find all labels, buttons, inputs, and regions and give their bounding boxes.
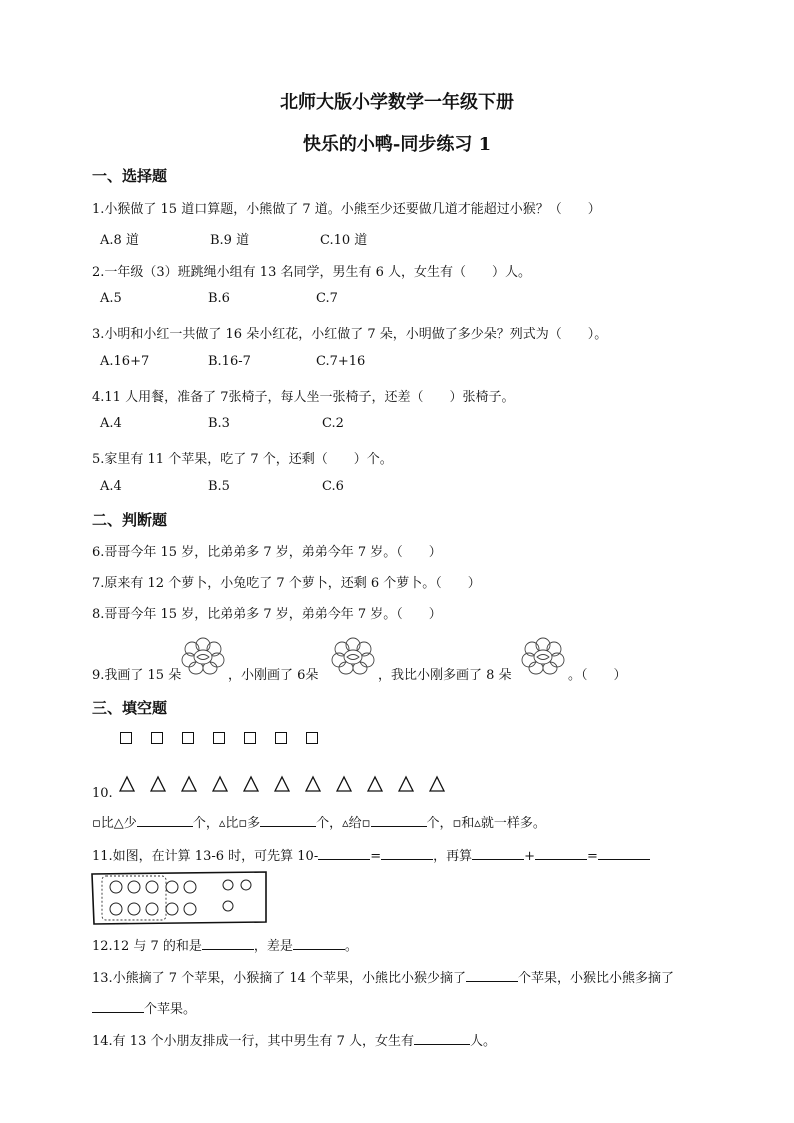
- answer-blank[interactable]: [202, 935, 254, 950]
- q3-option-a: A.16+7: [100, 354, 150, 369]
- q12-segment: 。: [344, 939, 358, 954]
- document-subtitle: 快乐的小鸭-同步练习 1: [302, 134, 492, 155]
- q4-option-c: C.2: [322, 416, 344, 431]
- square-shape: [306, 732, 318, 744]
- q4-option-a: A.4: [100, 416, 122, 431]
- q2-option-b: B.6: [208, 291, 230, 306]
- q2-option-c: C.7: [316, 291, 338, 306]
- answer-blank[interactable]: [318, 845, 370, 860]
- flower-icon: [520, 636, 566, 676]
- q5-option-c: C.6: [322, 479, 344, 494]
- q9-part-2: ，小刚画了 6朵: [228, 668, 319, 683]
- square-shape: [151, 732, 163, 744]
- question-8: 8.哥哥今年 15 岁，比弟弟多 7 岁，弟弟今年 7 岁。（ ）: [92, 607, 442, 622]
- q14-segment: 人。: [470, 1034, 497, 1049]
- question-13-line-2: [92, 998, 196, 1017]
- section-choice-heading: 一、选择题: [92, 167, 168, 185]
- q14-segment: 14.有 13 个小朋友排成一行，其中男生有 7 人，女生有: [92, 1034, 415, 1049]
- q9-part-1: 9.我画了 15 朵: [92, 668, 182, 683]
- answer-blank[interactable]: [414, 1030, 470, 1045]
- q3-option-c: C.7+16: [316, 354, 366, 369]
- q12-segment: ，差是: [253, 939, 293, 954]
- answer-blank[interactable]: [137, 812, 193, 827]
- circle-frame-figure: [90, 870, 268, 926]
- square-shape: [182, 732, 194, 744]
- q10-segment: 个，▫和▵就一样多。: [426, 816, 546, 831]
- q11-segment: =: [370, 849, 382, 864]
- question-6: 6.哥哥今年 15 岁，比弟弟多 7 岁，弟弟今年 7 岁。（ ）: [92, 545, 442, 560]
- document-title: 北师大版小学数学一年级下册: [280, 92, 514, 113]
- q11-segment: =: [587, 849, 598, 864]
- q13-segment: 13.小熊摘了 7 个苹果，小猴摘了 14 个苹果，小熊比小猴少摘了: [92, 971, 467, 986]
- q2-option-a: A.5: [100, 291, 122, 306]
- q10-segment: 个，▵比▫多: [192, 816, 261, 831]
- answer-blank[interactable]: [472, 845, 524, 860]
- question-13-line-1: [92, 967, 674, 986]
- answer-blank[interactable]: [381, 845, 433, 860]
- q9-part-4: 。（ ）: [568, 668, 627, 683]
- flower-icon: [180, 636, 226, 676]
- q1-option-c: C.10 道: [320, 233, 368, 248]
- q5-option-b: B.5: [208, 479, 230, 494]
- triangle-row: [118, 775, 448, 793]
- q3-option-b: B.16-7: [208, 354, 251, 369]
- q1-option-b: B.9 道: [210, 233, 250, 248]
- section-judge-heading: 二、判断题: [92, 511, 168, 529]
- q1-option-a: A.8 道: [100, 233, 139, 248]
- question-3: 3.小明和小红一共做了 16 朵小红花，小红做了 7 朵，小明做了多少朵？列式为（ ）。: [92, 327, 608, 342]
- answer-blank[interactable]: [466, 967, 518, 982]
- answer-blank[interactable]: [371, 812, 427, 827]
- answer-blank[interactable]: [92, 998, 144, 1013]
- answer-blank[interactable]: [598, 845, 650, 860]
- q13-segment: 个苹果，小猴比小熊多摘了: [518, 971, 675, 986]
- square-shape: [213, 732, 225, 744]
- q9-part-3: ，我比小刚多画了 8 朵: [378, 668, 512, 683]
- q5-option-a: A.4: [100, 479, 122, 494]
- question-5: 5.家里有 11 个苹果，吃了 7 个，还剩（ ）个。: [92, 452, 393, 467]
- question-14-text: [92, 1030, 496, 1049]
- question-12-text: [92, 935, 358, 954]
- q10-segment: 个，▵给▫: [316, 816, 371, 831]
- square-shape: [244, 732, 256, 744]
- q11-segment: 11.如图，在计算 13-6 时，可先算 10-: [92, 849, 319, 864]
- question-10-number: 10.: [92, 786, 113, 801]
- answer-blank[interactable]: [535, 845, 587, 860]
- q10-segment: ▫比△少: [92, 816, 137, 831]
- section-fill-heading: 三、填空题: [92, 699, 168, 717]
- question-2: 2.一年级（3）班跳绳小组有 13 名同学，男生有 6 人，女生有（ ）人。: [92, 265, 532, 280]
- square-shape: [275, 732, 287, 744]
- question-10-text: [92, 812, 546, 831]
- q4-option-b: B.3: [208, 416, 230, 431]
- q12-segment: 12.12 与 7 的和是: [92, 939, 202, 954]
- question-11-text: [92, 845, 650, 864]
- q11-segment: +: [524, 849, 536, 864]
- answer-blank[interactable]: [293, 935, 345, 950]
- flower-icon: [330, 636, 376, 676]
- question-1: 1.小猴做了 15 道口算题，小熊做了 7 道。小熊至少还要做几道才能超过小猴？（ ）: [92, 202, 601, 217]
- question-4: 4.11 人用餐，准备了 7张椅子，每人坐一张椅子，还差（ ）张椅子。: [92, 390, 515, 405]
- square-shape: [120, 732, 132, 744]
- q13-segment: 个苹果。: [144, 1002, 197, 1017]
- question-7: 7.原来有 12 个萝卜，小兔吃了 7 个萝卜，还剩 6 个萝卜。（ ）: [92, 576, 481, 591]
- answer-blank[interactable]: [260, 812, 316, 827]
- q11-segment: ，再算: [433, 849, 473, 864]
